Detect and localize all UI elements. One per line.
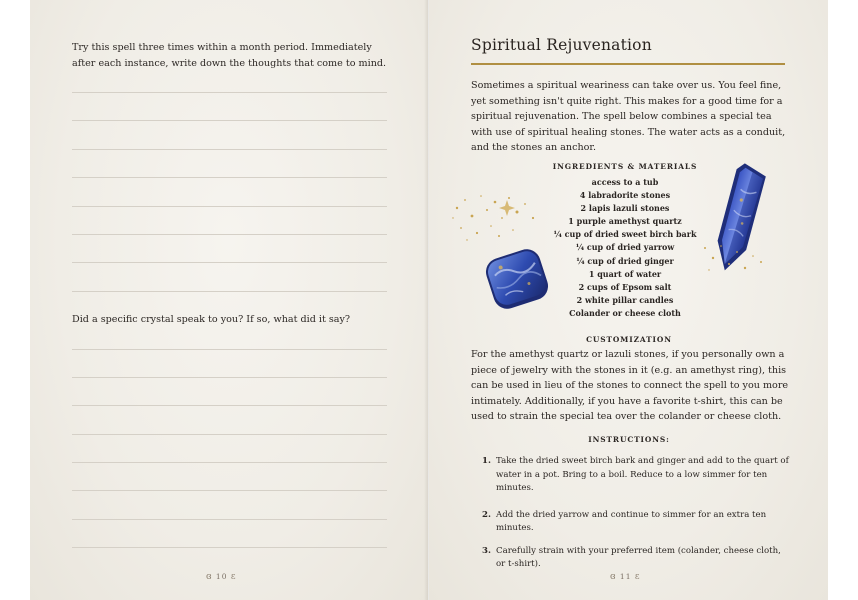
journal-prompt-2: Did a specific crystal speak to you? If so, what did it say? xyxy=(72,314,351,325)
writing-line[interactable] xyxy=(72,206,387,207)
page-footer-left xyxy=(206,572,237,582)
writing-line[interactable] xyxy=(72,92,387,93)
customization-paragraph: For the amethyst quartz or lazuli stones, if you personally own a piece of jewelry with the stones in it (e.g. an amethyst ring), this can be used in lieu of the stones to connect the spell to you more intimately. Additionally, if you have a favorite t-shirt, this can be used to strain the special tea over the colander or cheese cloth. xyxy=(471,349,789,422)
list-item: 2 cups of Epsom salt xyxy=(578,281,672,292)
writing-line[interactable] xyxy=(72,377,387,378)
writing-line[interactable] xyxy=(72,291,387,292)
list-item: Colander or cheese cloth xyxy=(569,307,681,318)
instruction-step xyxy=(471,455,791,496)
writing-line[interactable] xyxy=(72,349,387,350)
instruction-step xyxy=(471,545,791,572)
journal-prompt-1: Try this spell three times within a month period. Immediately after each instance, write down the thoughts that come to mind. xyxy=(72,42,387,69)
list-item: ¼ cup of dried ginger xyxy=(576,255,674,266)
lapis-lazuli-tumbled-stone-icon xyxy=(481,243,553,315)
swirl-ornament-icon: ɛ xyxy=(634,572,641,582)
list-item: 1 purple amethyst quartz xyxy=(568,216,682,227)
intro-paragraph: Sometimes a spiritual weariness can take over us. You feel fine, yet something isn't quite right. This makes for a good time for a spiritual rejuvenation. The spell below combines a special tea with use of spiritual healing stones. The water acts as a conduit, and the stones an anchor. xyxy=(471,80,786,153)
step-number: 3. xyxy=(482,545,491,556)
page-number: 11 xyxy=(619,572,632,581)
title-divider xyxy=(471,63,785,65)
page-title: Spiritual Rejuvenation xyxy=(471,36,652,54)
list-item: 4 labradorite stones xyxy=(579,190,671,201)
page-footer-right xyxy=(610,572,641,582)
ingredients-heading: INGREDIENTS & MATERIALS xyxy=(552,162,698,171)
writing-line[interactable] xyxy=(72,177,387,178)
step-text: Add the dried yarrow and continue to simmer for an extra ten minutes. xyxy=(496,509,767,533)
instructions-heading: INSTRUCTIONS: xyxy=(588,435,670,444)
instruction-step xyxy=(471,509,791,536)
writing-line[interactable] xyxy=(72,149,387,150)
step-number: 1. xyxy=(482,456,491,466)
list-item: 2 white pillar candles xyxy=(576,294,674,305)
swirl-ornament-icon: ɛ xyxy=(230,572,237,582)
step-number: 2. xyxy=(482,509,491,520)
writing-line[interactable] xyxy=(72,434,387,435)
writing-line[interactable] xyxy=(72,462,387,463)
list-item: ¼ cup of dried yarrow xyxy=(575,242,675,253)
list-item: 1 quart of water xyxy=(588,268,662,279)
page-number: 10 xyxy=(215,572,228,581)
step-text: Carefully strain with your preferred item (colander, cheese cloth, or t-shirt). xyxy=(496,545,781,569)
swirl-ornament-icon: ɞ xyxy=(610,572,617,582)
writing-line[interactable] xyxy=(72,490,387,491)
writing-line[interactable] xyxy=(72,405,387,406)
list-item: 2 lapis lazuli stones xyxy=(580,203,670,214)
left-page xyxy=(30,0,428,600)
step-text: Take the dried sweet birch bark and ginger and add to the quart of water in a pot. Bring to a boil. Reduce to a low simmer for ten minutes. xyxy=(496,456,789,493)
customization-heading: CUSTOMIZATION xyxy=(586,335,672,344)
right-page xyxy=(429,0,828,600)
instructions-list xyxy=(471,455,791,572)
writing-line[interactable] xyxy=(72,120,387,121)
writing-line[interactable] xyxy=(72,262,387,263)
list-item: ¼ cup of dried sweet birch bark xyxy=(553,229,697,240)
writing-line[interactable] xyxy=(72,547,387,548)
swirl-ornament-icon: ɞ xyxy=(206,572,213,582)
writing-line[interactable] xyxy=(72,234,387,235)
ingredients-list xyxy=(549,176,701,320)
list-item: access to a tub xyxy=(591,177,659,187)
gold-sparkle-icon xyxy=(699,238,769,278)
writing-line[interactable] xyxy=(72,519,387,520)
